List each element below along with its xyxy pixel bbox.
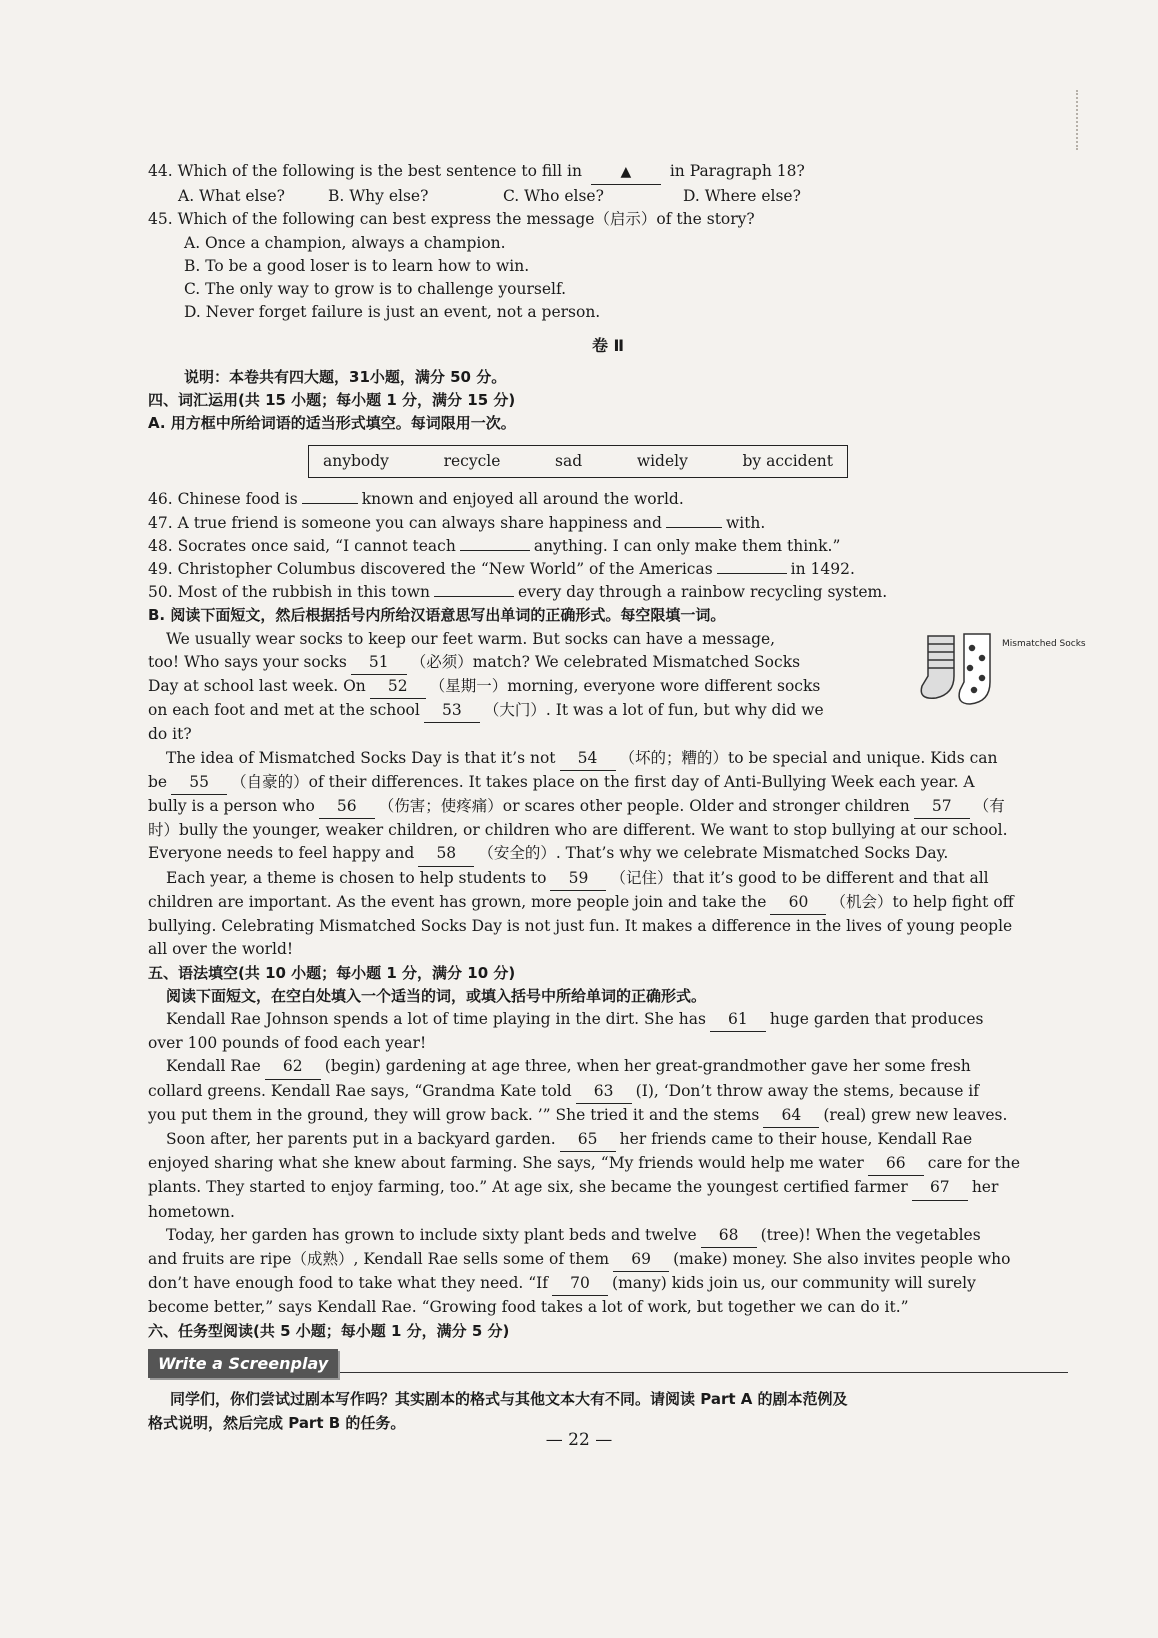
- word-box-item: widely: [636, 452, 688, 471]
- text-segment: （必须）match? We celebrated Mismatched Socks: [410, 652, 801, 671]
- blank-57[interactable]: 57: [914, 795, 970, 819]
- word-box: [308, 445, 848, 478]
- text-segment: (begin) gardening at age three, when her great-grandmother gave her some fresh: [324, 1057, 971, 1076]
- text-segment: collard greens. Kendall Rae says, “Grandma Kate told: [148, 1081, 572, 1100]
- grammar-line: [148, 1248, 1068, 1272]
- grammar-line: become better,” says Kendall Rae. “Growing food takes a lot of work, but together we can do it.”: [148, 1298, 909, 1317]
- question-49: [148, 558, 1068, 581]
- text-segment: Soon after, her parents put in a backyard garden.: [166, 1129, 556, 1148]
- answer-blank[interactable]: [717, 573, 787, 574]
- question-47: [148, 512, 1068, 535]
- text-segment: huge garden that produces: [769, 1009, 984, 1028]
- blank-60[interactable]: 60: [770, 891, 826, 915]
- intro-line: 格式说明，然后完成 Part B 的任务。: [148, 1413, 406, 1432]
- q44-option-b: B. Why else?: [328, 187, 429, 206]
- passage-b-line: bullying. Celebrating Mismatched Socks Day is not just fun. It makes a difference in the lives of young people: [148, 917, 1013, 936]
- blank-68[interactable]: 68: [701, 1224, 757, 1248]
- text-segment: （记住）that it’s good to be different and that all: [610, 868, 989, 887]
- passage-b-line: [148, 867, 1068, 891]
- blank-59[interactable]: 59: [550, 867, 606, 891]
- text-segment: （星期一）morning, everyone wore different socks: [429, 677, 821, 696]
- q47-text-end: with.: [725, 513, 766, 532]
- screenplay-banner: Write a Screenplay: [148, 1349, 338, 1378]
- blank-55[interactable]: 55: [171, 771, 227, 795]
- text-segment: （安全的）. That’s why we celebrate Mismatched Socks Day.: [478, 844, 949, 863]
- passage-b-line: do it?: [148, 725, 192, 744]
- blank-63[interactable]: 63: [576, 1080, 632, 1104]
- blank-70[interactable]: 70: [552, 1272, 608, 1296]
- text-segment: (many) kids join us, our community will surely: [612, 1274, 976, 1293]
- grammar-line: [148, 1176, 1068, 1200]
- blank-58[interactable]: 58: [418, 842, 474, 866]
- passage-b-line: 时）bully the younger, weaker children, or children who are different. We want to stop bullying at our school.: [148, 821, 1008, 840]
- text-segment: too! Who says your socks: [148, 652, 347, 671]
- section4-title: 四、词汇运用(共 15 小题；每小题 1 分，满分 15 分): [148, 390, 516, 409]
- volume-title: 卷 Ⅱ: [591, 336, 625, 356]
- grammar-line: over 100 pounds of food each year!: [148, 1034, 427, 1053]
- q47-text: 47. A true friend is someone you can always share happiness and: [148, 513, 662, 532]
- q49-text: 49. Christopher Columbus discovered the “New World” of the Americas: [148, 560, 713, 579]
- question-45: 45. Which of the following can best express the message（启示）of the story?: [148, 210, 755, 229]
- answer-blank[interactable]: [302, 503, 358, 504]
- blank-66[interactable]: 66: [868, 1152, 924, 1176]
- text-segment: you put them in the ground, they will grow back. ’” She tried it and the stems: [148, 1105, 760, 1124]
- grammar-line: [148, 1152, 1068, 1176]
- blank-65[interactable]: 65: [560, 1128, 616, 1152]
- text-segment: (real) grew new leaves.: [823, 1105, 1008, 1124]
- text-segment: （机会）to help fight off: [830, 892, 1014, 911]
- text-segment: Everyone needs to feel happy and: [148, 844, 415, 863]
- question-46: [148, 488, 1068, 511]
- text-segment: （大门）. It was a lot of fun, but why did we: [483, 701, 824, 720]
- volume-note: 说明：本卷共有四大题，31小题，满分 50 分。: [184, 367, 507, 386]
- blank-56[interactable]: 56: [319, 795, 375, 819]
- text-segment: The idea of Mismatched Socks Day is that it’s not: [166, 748, 556, 767]
- q48-text-end: anything. I can only make them think.”: [533, 536, 841, 555]
- blank-52[interactable]: 52: [370, 675, 426, 699]
- blank-51[interactable]: 51: [351, 651, 407, 675]
- section4-part-a-title: A. 用方框中所给词语的适当形式填空。每词限用一次。: [148, 414, 516, 433]
- q49-text-end: in 1492.: [790, 560, 855, 579]
- text-segment: Day at school last week. On: [148, 677, 366, 696]
- section5-instructions: 阅读下面短文，在空白处填入一个适当的词，或填入括号中所给单词的正确形式。: [166, 986, 707, 1005]
- section6-intro: [148, 1387, 1068, 1435]
- passage-b-line: [148, 795, 1068, 819]
- text-segment: （坏的；糟的）to be special and unique. Kids can: [619, 748, 998, 767]
- question-50: [148, 581, 1068, 604]
- passage-b-line: We usually wear socks to keep our feet warm. But socks can have a message,: [166, 629, 776, 648]
- text-segment: Kendall Rae Johnson spends a lot of time playing in the dirt. She has: [166, 1009, 706, 1028]
- text-segment: children are important. As the event has grown, more people join and take the: [148, 892, 767, 911]
- q44-option-a: A. What else?: [178, 187, 285, 206]
- text-segment: bully is a person who: [148, 797, 315, 816]
- word-box-item: by accident: [742, 452, 833, 471]
- text-segment: （有: [973, 797, 1005, 816]
- exam-page: [148, 160, 1086, 1435]
- text-segment: plants. They started to enjoy farming, too.” At age six, she became the youngest certified farmer: [148, 1178, 908, 1197]
- question-48: [148, 535, 1068, 558]
- blank-64[interactable]: 64: [763, 1104, 819, 1128]
- grammar-line: [148, 1128, 1068, 1152]
- text-segment: (I), ‘Don’t throw away the stems, because if: [635, 1081, 979, 1100]
- triangle-icon: ▲: [620, 164, 632, 180]
- passage-b-line: [148, 842, 1068, 866]
- grammar-line: [148, 1008, 1068, 1032]
- text-segment: don’t have enough food to take what they need. “If: [148, 1274, 549, 1293]
- intro-line: 同学们，你们尝试过剧本写作吗？其实剧本的格式与其他文本大有不同。请阅读 Part A 的剧本范例及: [170, 1389, 848, 1408]
- q48-text: 48. Socrates once said, “I cannot teach: [148, 536, 456, 555]
- answer-blank[interactable]: [666, 527, 722, 528]
- q50-text-end: every day through a rainbow recycling system.: [517, 583, 888, 602]
- blank-69[interactable]: 69: [613, 1248, 669, 1272]
- blank-62[interactable]: 62: [265, 1055, 321, 1079]
- q45-option-c: C. The only way to grow is to challenge yourself.: [184, 280, 567, 299]
- grammar-line: [148, 1272, 1068, 1296]
- mismatched-socks-illustration: [918, 628, 1086, 710]
- grammar-line: [148, 1080, 1068, 1104]
- passage-b-line: [148, 747, 1068, 771]
- blank-54[interactable]: 54: [560, 747, 616, 771]
- q45-option-a: A. Once a champion, always a champion.: [184, 233, 506, 252]
- q44-option-d: D. Where else?: [683, 187, 801, 206]
- text-segment: （自豪的）of their differences. It takes place on the first day of Anti-Bullying Week each year. A: [231, 772, 975, 791]
- text-segment: care for the: [927, 1154, 1021, 1173]
- divider: [308, 1372, 1068, 1373]
- section6-title: 六、任务型阅读(共 5 小题；每小题 1 分，满分 5 分): [148, 1321, 510, 1340]
- word-box-item: anybody: [323, 452, 389, 471]
- q46-text: 46. Chinese food is: [148, 490, 298, 509]
- page-number: — 22 —: [545, 1430, 613, 1450]
- text-segment: her friends came to their house, Kendall Rae: [619, 1129, 973, 1148]
- answer-blank[interactable]: [434, 596, 514, 597]
- text-segment: Kendall Rae: [166, 1057, 261, 1076]
- grammar-line: hometown.: [148, 1202, 235, 1221]
- answer-blank[interactable]: [460, 550, 530, 551]
- grammar-line: [148, 1055, 1068, 1079]
- text-segment: (tree)! When the vegetables: [760, 1225, 981, 1244]
- passage-b: [148, 628, 1086, 962]
- q50-text: 50. Most of the rubbish in this town: [148, 583, 430, 602]
- text-segment: Today, her garden has grown to include sixty plant beds and twelve: [166, 1225, 697, 1244]
- text-segment: (make) money. She also invites people who: [673, 1249, 1011, 1268]
- q45-option-d: D. Never forget failure is just an event, not a person.: [184, 303, 601, 322]
- q44-options: [148, 185, 1068, 208]
- passage-b-line: all over the world!: [148, 940, 294, 959]
- blank-53[interactable]: 53: [424, 699, 480, 723]
- bleed-through-mark: [1076, 90, 1098, 150]
- q44-blank: [591, 160, 661, 185]
- q44-stem-start: 44. Which of the following is the best sentence to fill in: [148, 162, 582, 180]
- text-segment: enjoyed sharing what she knew about farming. She says, “My friends would help me water: [148, 1154, 864, 1173]
- word-box-item: recycle: [443, 452, 501, 471]
- text-segment: （伤害；使疼痛）or scares other people. Older and stronger children: [378, 797, 910, 816]
- blank-61[interactable]: 61: [710, 1008, 766, 1032]
- q45-option-b: B. To be a good loser is to learn how to win.: [184, 256, 530, 275]
- text-segment: and fruits are ripe（成熟）, Kendall Rae sells some of them: [148, 1249, 610, 1268]
- grammar-line: [148, 1104, 1068, 1128]
- grammar-line: [148, 1224, 1068, 1248]
- section4-part-b-title: B. 阅读下面短文，然后根据括号内所给汉语意思写出单词的正确形式。每空限填一词。: [148, 606, 726, 625]
- text-segment: Each year, a theme is chosen to help students to: [166, 868, 547, 887]
- text-segment: on each foot and met at the school: [148, 701, 420, 720]
- section5-title: 五、语法填空(共 10 小题；每小题 1 分，满分 10 分): [148, 963, 516, 982]
- text-segment: be: [148, 772, 168, 791]
- word-box-item: sad: [555, 452, 583, 471]
- passage-b-line: [148, 891, 1068, 915]
- q46-text-end: known and enjoyed all around the world.: [361, 490, 684, 509]
- q44-stem-end: in Paragraph 18?: [669, 162, 805, 180]
- q44-option-c: C. Who else?: [503, 187, 604, 206]
- passage-b-line: [148, 771, 1068, 795]
- text-segment: her: [971, 1178, 999, 1197]
- socks-label: Mismatched Socks: [1002, 638, 1086, 649]
- blank-67[interactable]: 67: [912, 1176, 968, 1200]
- question-44: [148, 160, 1068, 185]
